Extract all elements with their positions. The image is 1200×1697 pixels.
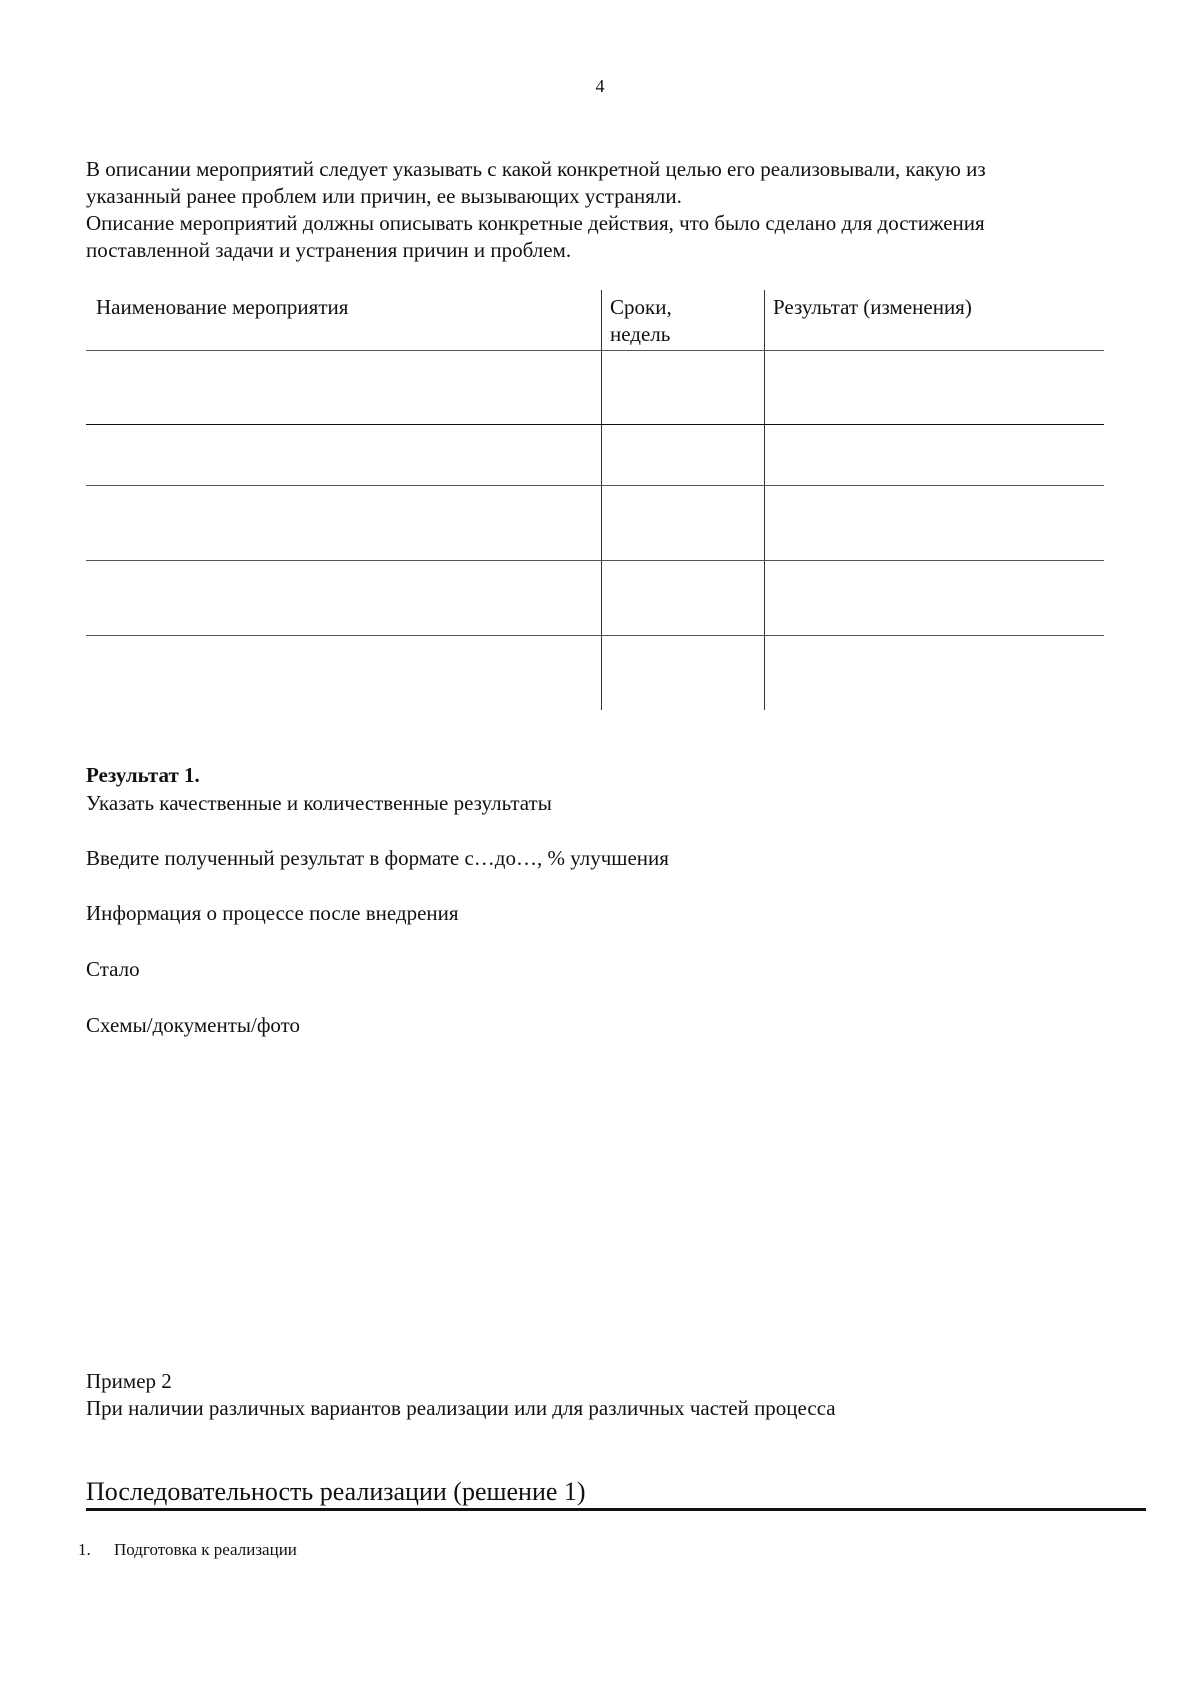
page-number: 4 [595, 76, 605, 96]
intro-line: поставленной задачи и устранения причин и проблем. [86, 238, 572, 262]
result-process-info: Информация о процессе после внедрения [86, 901, 459, 925]
intro-line: В описании мероприятий следует указывать с какой конкретной целью его реализовывали, какую из [86, 157, 986, 181]
column-header-result: Результат (изменения) [773, 295, 972, 319]
measures-table [86, 290, 1104, 710]
row-divider [86, 635, 1104, 636]
column-divider [764, 290, 765, 710]
intro-line: Описание мероприятий должны описывать конкретные действия, что было сделано для достижения [86, 211, 985, 235]
column-header-name: Наименование мероприятия [96, 295, 349, 319]
sequence-heading: Последовательность реализации (решение 1) [86, 1477, 586, 1506]
list-item-label: Подготовка к реализации [114, 1540, 297, 1559]
intro-text [86, 156, 1146, 264]
row-divider [86, 485, 1104, 486]
result-format-hint: Введите полученный результат в формате с…до…, % улучшения [86, 846, 669, 870]
column-header-terms [610, 294, 672, 348]
column-header-terms-line: Сроки, [610, 295, 672, 319]
column-header-terms-line: недель [610, 322, 671, 346]
result-attachments: Схемы/документы/фото [86, 1013, 301, 1037]
list-item [78, 1539, 297, 1561]
result-title: Результат 1. [86, 763, 200, 787]
example-description: При наличии различных вариантов реализации или для различных частей процесса [86, 1396, 836, 1420]
result-became: Стало [86, 957, 140, 981]
column-divider [601, 290, 602, 710]
result-qualitative: Указать качественные и количественные результаты [86, 791, 552, 815]
example-title: Пример 2 [86, 1369, 172, 1393]
row-divider [86, 424, 1104, 425]
row-divider [86, 560, 1104, 561]
list-item-number: 1. [78, 1540, 91, 1559]
intro-line: указанный ранее проблем или причин, ее вызывающих устраняли. [86, 184, 682, 208]
row-divider [86, 350, 1104, 351]
heading-rule [86, 1508, 1146, 1511]
